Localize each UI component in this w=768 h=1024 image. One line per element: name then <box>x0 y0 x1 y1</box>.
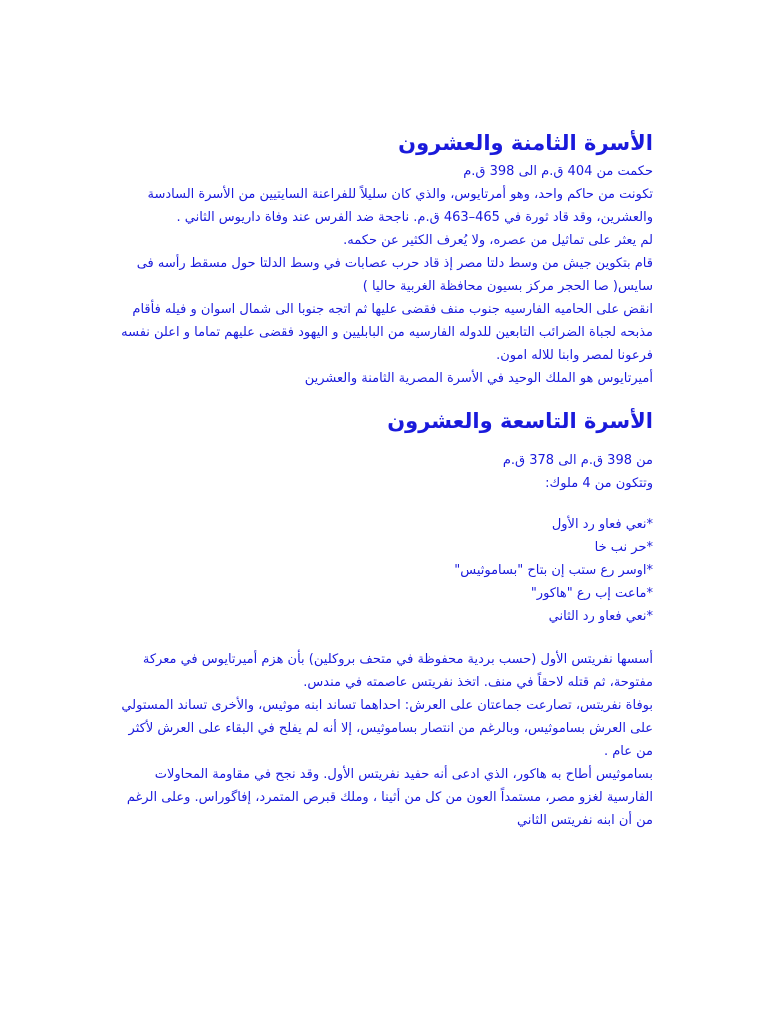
list-item: *نعي فعاو رد الأول <box>551 517 653 532</box>
kings-list <box>118 513 653 628</box>
section-heading-29th-dynasty: الأسرة التاسعة والعشرون <box>387 409 653 433</box>
list-item: *حر نب خا <box>594 540 653 555</box>
paragraph-no-statues: لم يعثر على تماثيل من عصره، ولا يُعرف الكثير عن حكمه. <box>343 233 653 248</box>
list-item: *اوسر رع ستب إن بتاح "بساموثيس" <box>454 563 653 578</box>
spacer <box>118 390 653 404</box>
paragraph-hakor: بساموثيس أطاح به هاكور، الذي ادعى أنه حفيد نفريتس الأول. وقد نجح في مقاومة المحاولات الفارسية لغزو مصر، مستمداً العون من كل من أثينا ، وملك قبرص المتمرد، إفاگوراس. وعلى الرغم من أن ابنه نفريتس الثاني <box>126 767 653 828</box>
paragraph-succession-struggle: بوفاة نفريتس، تصارعت جماعتان على العرش: احداهما تساند ابنه موثيس، والأخرى تساند المستولي على العرش بساموثيس، وبالرغم من انتصار بساموثيس، إلا أنه لم يفلح في البقاء على العرش لأكثر من عام . <box>121 698 653 759</box>
list-item: *ماعت إب رع "هاكور" <box>530 586 653 601</box>
paragraph-amyrtaeus-origin: تكونت من حاكم واحد، وهو أمرتايوس، والذي كان سليلاً للفراعنة السايتيين من الأسرة السادسة والعشرين، وقد قاد ثورة في 465–463 ق.م. ناجحة ضد الفرس عند وفاة داريوس الثاني . <box>147 187 653 225</box>
spacer <box>118 628 653 648</box>
reign-dates-29th: من 398 ق.م الى 378 ق.م <box>502 453 653 468</box>
paragraph-army-formation: قام بتكوين جيش من وسط دلتا مصر إذ قاد حرب عصابات في وسط الدلتا حول مسقط رأسه فى سايس( صا الحجر مركز بسيون محافظة الغربية حاليا ) <box>136 256 653 294</box>
paragraph-nepherites-founding: أسسها نفريتس الأول (حسب بردية محفوظة في متحف بروكلين) بأن هزم أميرتايوس في معركة مفتوحة، ثم قتله لاحقاً في منف. اتخذ نفريتس عاصمته في مندس. <box>142 652 653 690</box>
document-page <box>118 126 653 832</box>
spacer <box>118 438 653 449</box>
section-heading-28th-dynasty: الأسرة الثامنة والعشرون <box>398 131 653 155</box>
reign-dates-28th: حكمت من 404 ق.م الى 398 ق.م <box>463 164 653 179</box>
list-item: *نعي فعاو رد الثاني <box>548 609 653 624</box>
paragraph-only-king: أميرتايوس هو الملك الوحيد في الأسرة المصرية الثامنة والعشرين <box>304 371 653 386</box>
paragraph-persian-garrison: انقض على الحاميه الفارسيه جنوب منف فقضى عليها ثم اتجه جنوبا الى شمال اسوان و فيله فأقام مذبحه لجباة الضرائب التابعين للدوله الفارسيه من البابليين و اليهود فقضى عليهم تماما و اعلن نفسه فرعونا لمصر وابنا للاله امون. <box>121 302 653 363</box>
kings-count: وتتكون من 4 ملوك: <box>545 476 653 491</box>
spacer <box>118 495 653 513</box>
